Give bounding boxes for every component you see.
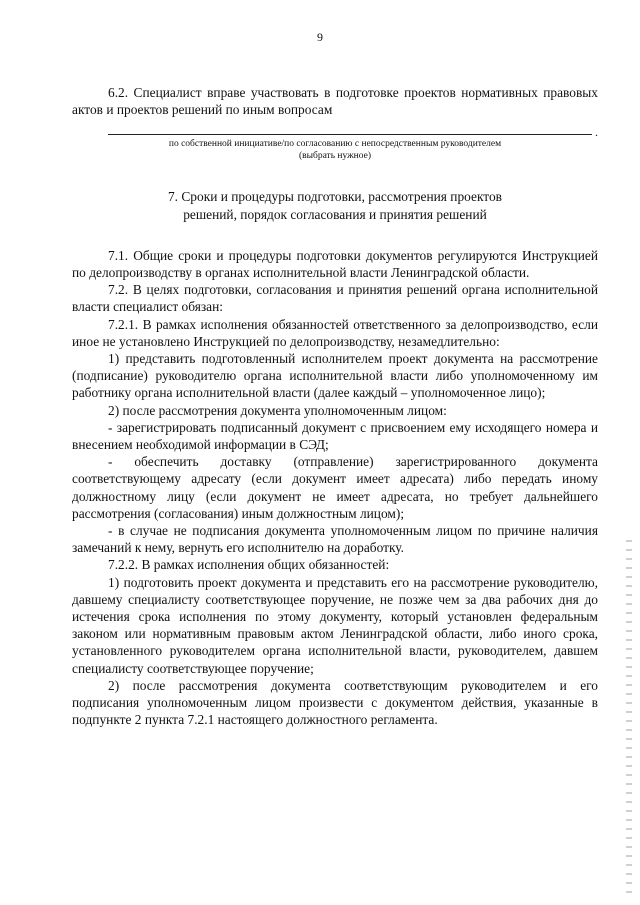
page-number: 9: [317, 30, 323, 44]
fill-hint-instruction: (выбрать нужное): [298, 151, 372, 162]
document-body: [72, 84, 598, 729]
paragraph-7-2-1-dash-3: - в случае не подписания документа уполномоченным лицом по причине наличия замечаний к нему, вернуть его исполнителю на доработку.: [72, 523, 598, 556]
fill-in-line: [108, 125, 598, 140]
paragraph-7-2-1: 7.2.1. В рамках исполнения обязанностей ответственного за делопроизводство, если иное не установлено Инструкцией по делопроизводству, незамедлительно:: [72, 316, 598, 349]
paragraph-7-2-2: 7.2.2. В рамках исполнения общих обязанностей:: [108, 557, 390, 573]
paragraph-7-2-2-item-2: 2) после рассмотрения документа соответствующим руководителем и его подписания уполномоченным лицом произвести с документом действия, указанные в подпункте 2 пункта 7.2.1 настоящего должностного регламента.: [72, 677, 598, 728]
fill-hint: [72, 138, 598, 162]
section-title: [72, 188, 598, 222]
paragraph-7-2: 7.2. В целях подготовки, согласования и принятия решений органа исполнительной власти специалист обязан:: [72, 282, 598, 315]
fill-line-end: .: [595, 125, 598, 140]
scan-edge-marks: [626, 540, 632, 900]
paragraph-6-2: 6.2. Специалист вправе участвовать в подготовке проектов нормативных правовых актов и проектов решений по иным вопросам: [72, 85, 598, 118]
paragraph-7-2-1-item-2: 2) после рассмотрения документа уполномоченным лицом:: [108, 402, 447, 418]
fill-hint-options: по собственной инициативе/по согласованию с непосредственным руководителем: [168, 139, 502, 150]
paragraph-7-2-1-dash-2: - обеспечить доставку (отправление) зарегистрированного документа соответствующему адресату (если документ имеет адресата) либо передать иному должностному лицу (если документ не имеет адресата, но требует дальнейшего рассмотрения (согласования) иным должностным лицом);: [72, 454, 598, 521]
paragraph-7-1: 7.1. Общие сроки и процедуры подготовки документов регулируются Инструкцией по делопроизводству в органах исполнительной власти Ленинградской области.: [72, 247, 598, 281]
paragraph-7-2-1-item-1: 1) представить подготовленный исполнителем проект документа на рассмотрение (подписание) руководителю органа исполнительной власти либо уполномоченному им работнику органа исполнительной власти (далее каждый – уполномоченное лицо);: [72, 351, 598, 401]
section-title-line-1: 7. Сроки и процедуры подготовки, рассмотрения проектов: [167, 189, 502, 205]
section-title-line-2: решений, порядок согласования и принятия решений: [183, 206, 487, 222]
paragraph-7-2-1-dash-1: - зарегистрировать подписанный документ с присвоением ему исходящего номера и внесением необходимой информации в СЭД;: [72, 419, 598, 453]
paragraph-7-2-2-item-1: 1) подготовить проект документа и представить его на рассмотрение руководителю, давшему специалисту соответствующее поручение, не позже чем за два рабочих дня до истечения срока исполнения по этому документу, который установлен федеральным законом или нормативным правовым актом Ленинградской области, либо иного срока, установленного руководителем органа исполнительной власти, руководителем, давшем специалисту соответствующее поручение;: [72, 574, 598, 676]
